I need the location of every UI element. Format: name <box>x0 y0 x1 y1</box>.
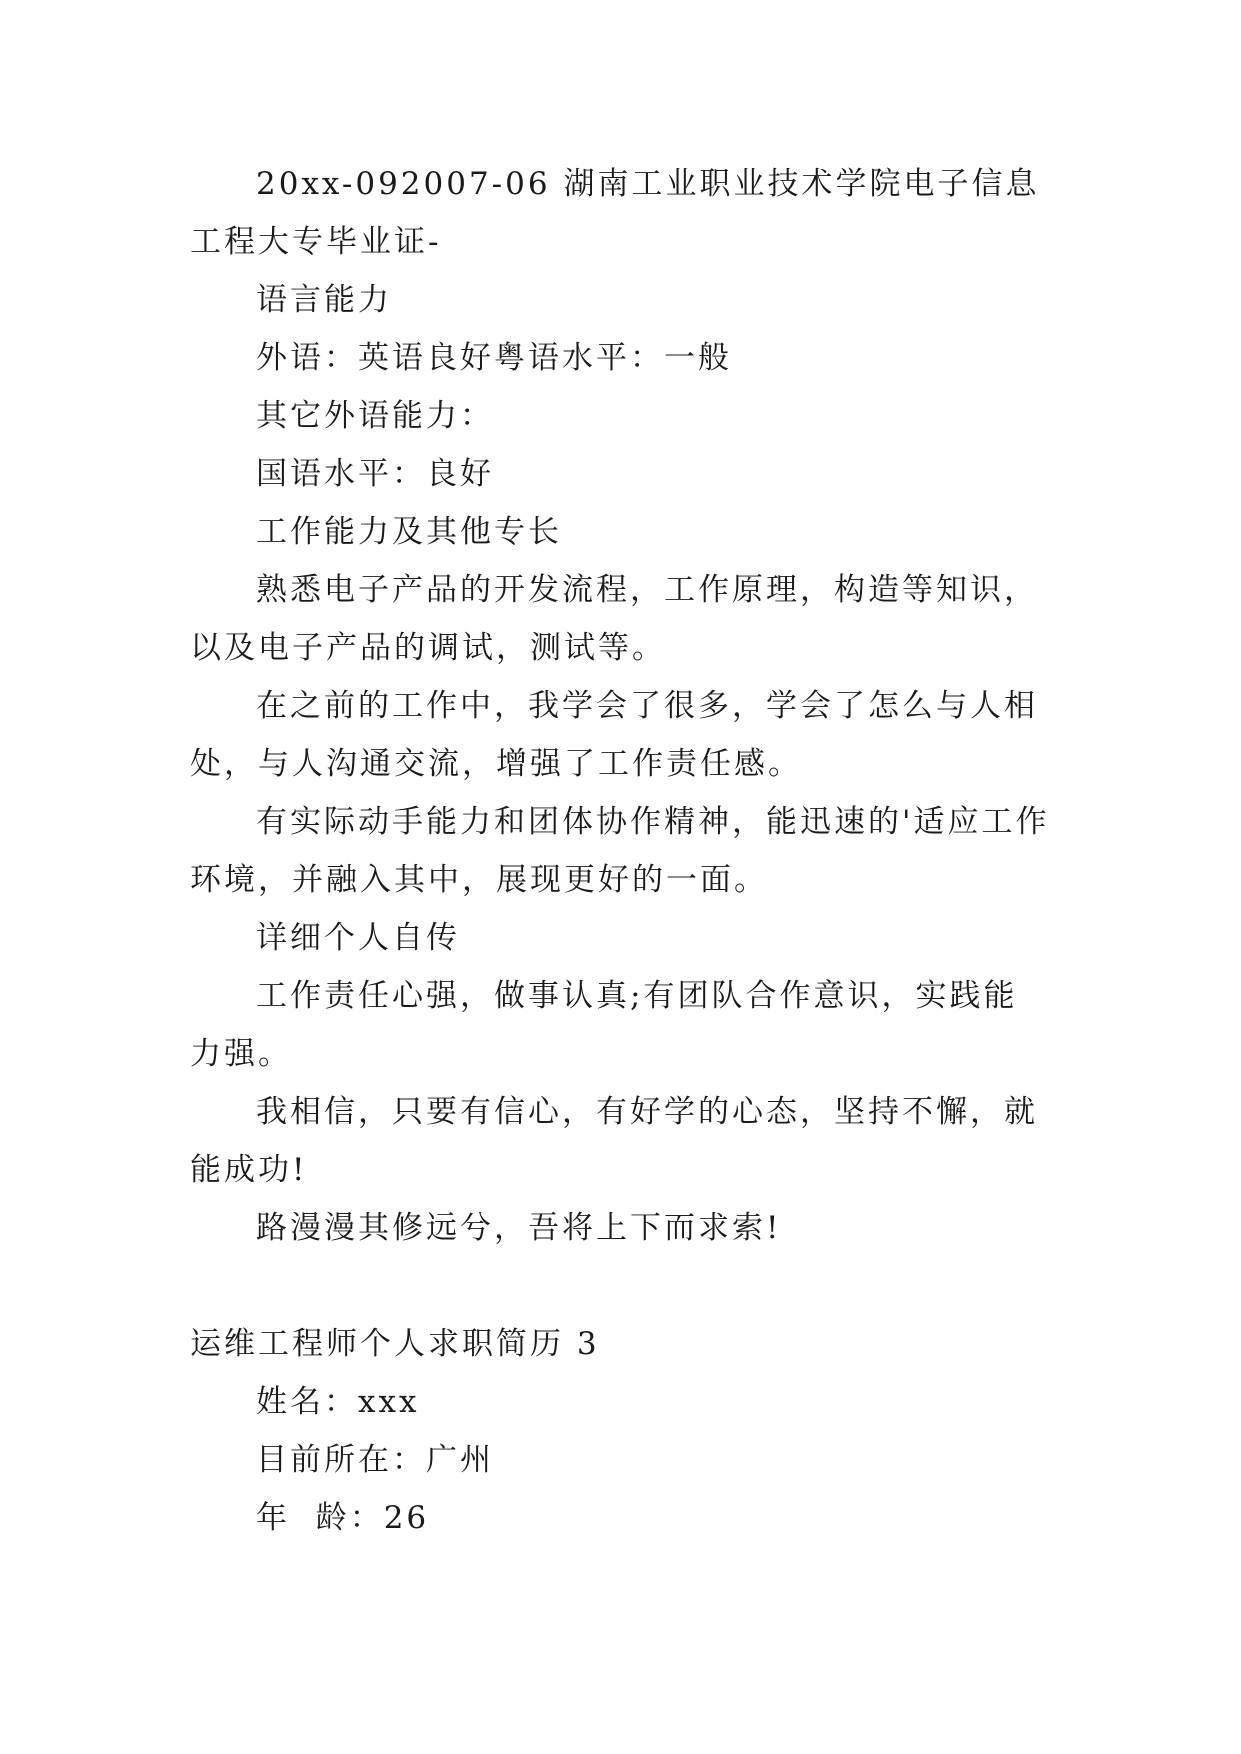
name-field: 姓名：xxx <box>256 1384 420 1420</box>
other-language-line: 其它外语能力： <box>256 398 494 434</box>
foreign-language-line: 外语：英语良好粤语水平：一般 <box>256 340 732 376</box>
heading-work-ability: 工作能力及其他专长 <box>256 514 562 550</box>
experience-paragraph: 在之前的工作中，我学会了很多，学会了怎么与人相处，与人沟通交流，增强了工作责任感。 <box>190 688 1038 782</box>
mandarin-level-line: 国语水平：良好 <box>256 456 494 492</box>
confidence-paragraph: 我相信，只要有信心，有好学的心态，坚持不懈，就能成功! <box>190 1094 1038 1188</box>
location-field: 目前所在：广州 <box>256 1442 494 1478</box>
heading-language-ability: 语言能力 <box>256 282 392 318</box>
document-page <box>190 155 1050 1547</box>
age-field: 年 龄：26 <box>256 1500 430 1536</box>
education-line: 20xx-092007-06 湖南工业职业技术学院电子信息工程大专毕业证- <box>190 166 1040 260</box>
quote-paragraph: 路漫漫其修远兮，吾将上下而求索! <box>256 1210 782 1246</box>
teamwork-paragraph: 有实际动手能力和团体协作精神，能迅速的'适应工作环境，并融入其中，展现更好的一面。 <box>190 804 1050 898</box>
heading-autobiography: 详细个人自传 <box>256 920 460 956</box>
skills-paragraph: 熟悉电子产品的开发流程，工作原理，构造等知识，以及电子产品的调试，测试等。 <box>190 572 1038 666</box>
section-spacer <box>190 1257 1050 1315</box>
section-title: 运维工程师个人求职简历 3 <box>190 1326 600 1362</box>
responsibility-paragraph: 工作责任心强，做事认真;有团队合作意识，实践能力强。 <box>190 978 1018 1072</box>
